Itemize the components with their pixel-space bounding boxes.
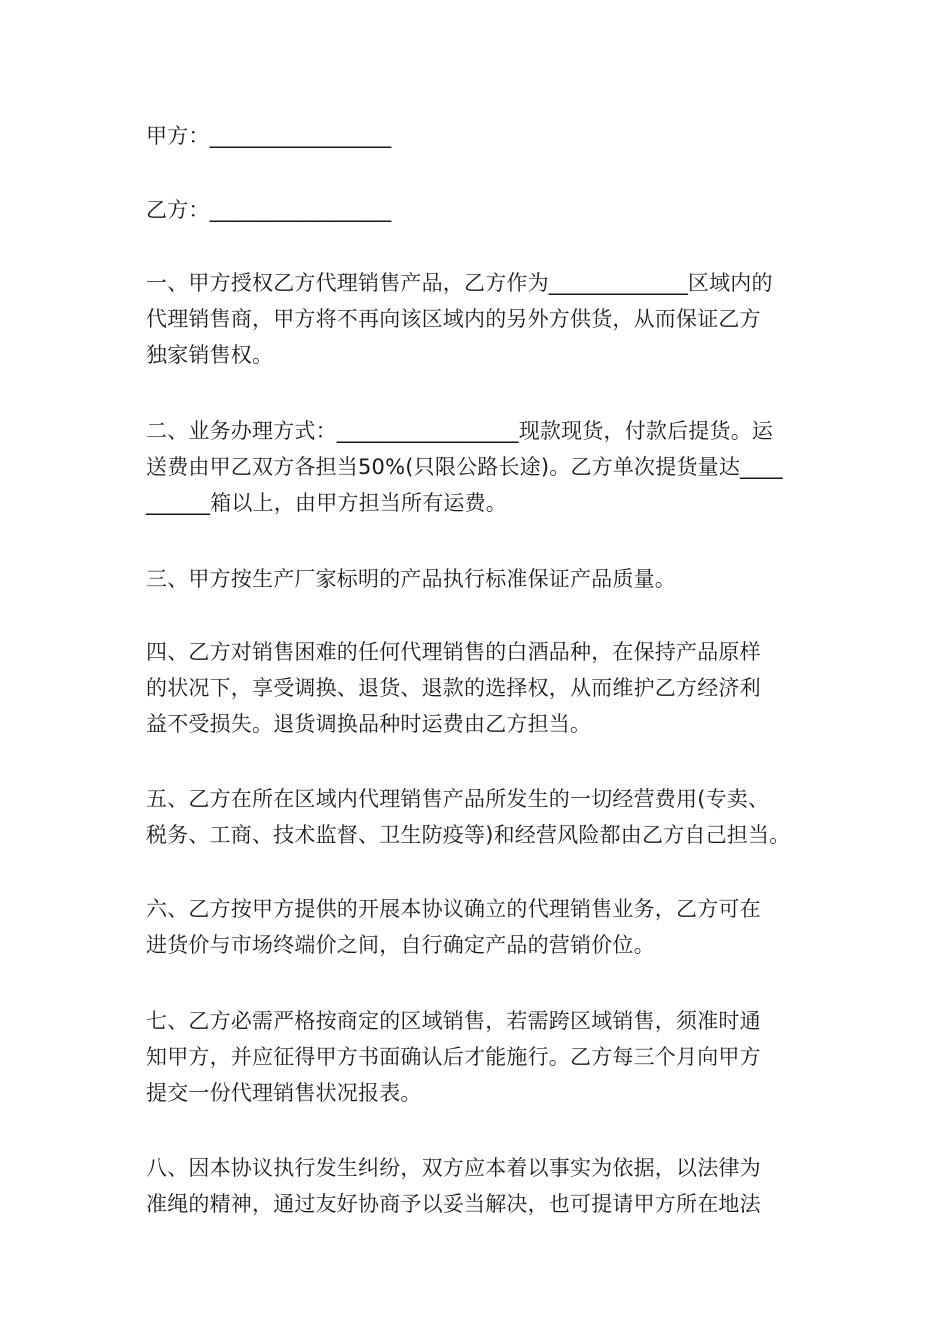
clause-7-line-2: 知甲方，并应征得甲方书面确认后才能施行。乙方每三个月向甲方 bbox=[146, 1045, 761, 1069]
party-a-text: 甲方：_________________ bbox=[146, 124, 392, 148]
clause-7-line-1: 七、乙方必需严格按商定的区域销售，若需跨区域销售，须准时通 bbox=[146, 1009, 761, 1033]
clause-6-line-1: 六、乙方按甲方提供的开展本协议确立的代理销售业务，乙方可在 bbox=[146, 897, 761, 921]
clause-1-line-3: 独家销售权。 bbox=[146, 343, 274, 367]
clause-7 bbox=[146, 1003, 806, 1111]
clause-4-line-3: 益不受损失。退货调换品种时运费由乙方担当。 bbox=[146, 712, 592, 736]
clause-2-line-3: ______箱以上，由甲方担当所有运费。 bbox=[146, 491, 507, 515]
clause-1-line-1: 一、甲方授权乙方代理销售产品，乙方作为_____________区域内的 bbox=[146, 271, 773, 295]
clause-4-line-2: 的状况下，享受调换、退货、退款的选择权，从而维护乙方经济利 bbox=[146, 676, 761, 700]
clause-1 bbox=[146, 265, 806, 373]
party-a-line bbox=[146, 118, 806, 154]
clause-4 bbox=[146, 634, 806, 742]
clause-3 bbox=[146, 561, 806, 597]
party-b-text: 乙方：_________________ bbox=[146, 198, 392, 222]
clause-6-line-2: 进货价与市场终端价之间，自行确定产品的营销价位。 bbox=[146, 933, 655, 957]
clause-4-line-1: 四、乙方对销售困难的任何代理销售的白酒品种，在保持产品原样 bbox=[146, 640, 761, 664]
clause-1-line-2: 代理销售商，甲方将不再向该区域内的另外方供货，从而保证乙方 bbox=[146, 307, 761, 331]
clause-5-line-1: 五、乙方在所在区域内代理销售产品所发生的一切经营费用(专卖、 bbox=[146, 787, 770, 811]
party-b-line bbox=[146, 192, 806, 228]
clause-7-line-3: 提交一份代理销售状况报表。 bbox=[146, 1081, 422, 1105]
clause-8 bbox=[146, 1150, 806, 1222]
clause-5 bbox=[146, 781, 806, 853]
clause-2 bbox=[146, 413, 806, 521]
clause-3-line-1: 三、甲方按生产厂家标明的产品执行标准保证产品质量。 bbox=[146, 567, 676, 591]
clause-8-line-2: 准绳的精神，通过友好协商予以妥当解决，也可提请甲方所在地法 bbox=[146, 1192, 761, 1216]
clause-6 bbox=[146, 891, 806, 963]
clause-5-line-2: 税务、工商、技术监督、卫生防疫等)和经营风险都由乙方自己担当。 bbox=[146, 823, 791, 847]
clause-8-line-1: 八、因本协议执行发生纠纷，双方应本着以事实为依据，以法律为 bbox=[146, 1156, 761, 1180]
clause-2-line-1: 二、业务办理方式：_________________现款现货，付款后提货。运 bbox=[146, 419, 774, 443]
clause-2-line-2: 送费由甲乙双方各担当50%(只限公路长途)。乙方单次提货量达____ bbox=[146, 455, 783, 479]
